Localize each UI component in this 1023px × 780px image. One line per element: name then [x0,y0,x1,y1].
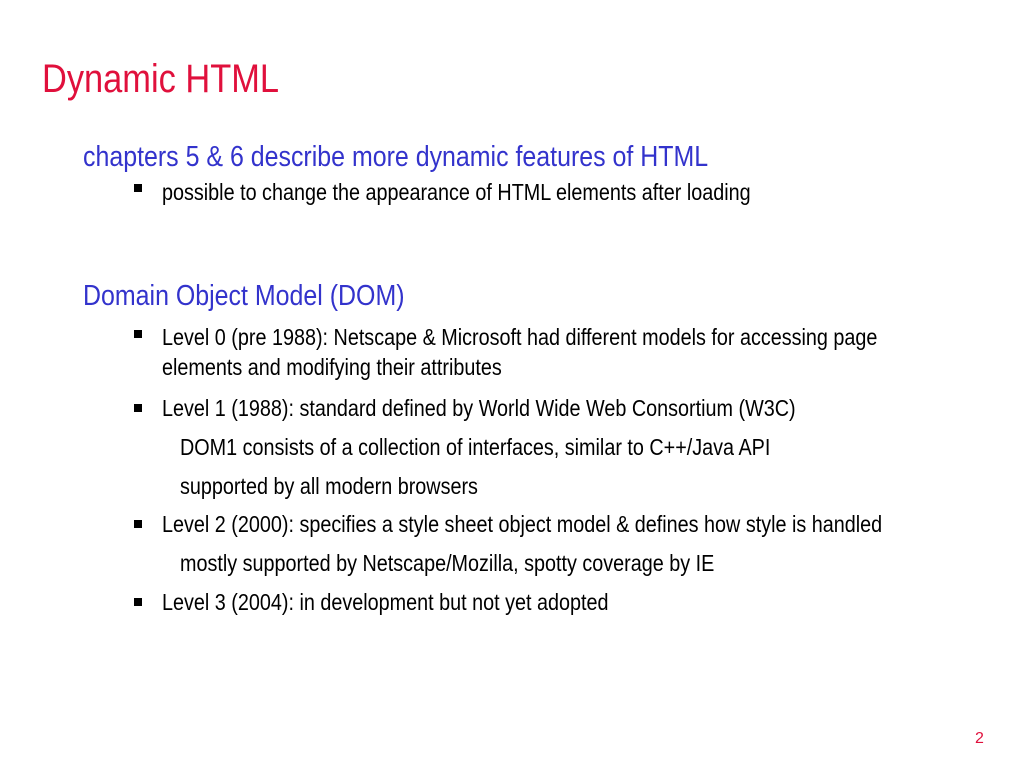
sub-text-dom1: DOM1 consists of a collection of interfaces, similar to C++/Java API [180,434,771,460]
sub-text-browser-support: supported by all modern browsers [180,473,478,499]
bullet-marker [134,598,142,606]
section-heading-chapters: chapters 5 & 6 describe more dynamic features of HTML [83,141,709,173]
slide-title: Dynamic HTML [42,57,280,101]
bullet-text-level-0-continuation: elements and modifying their attributes [162,354,502,380]
bullet-text-level-2: Level 2 (2000): specifies a style sheet object model & defines how style is handled [162,511,883,537]
sub-text-netscape-support: mostly supported by Netscape/Mozilla, spotty coverage by IE [180,550,715,576]
page-number: 2 [975,730,984,747]
bullet-marker [134,184,142,192]
bullet-text-level-3: Level 3 (2004): in development but not yet adopted [162,589,609,615]
bullet-text-appearance: possible to change the appearance of HTML elements after loading [162,179,751,205]
bullet-text-level-0: Level 0 (pre 1988): Netscape & Microsoft had different models for accessing page [162,324,878,350]
section-heading-dom: Domain Object Model (DOM) [83,280,405,312]
bullet-marker [134,330,142,338]
bullet-text-level-1: Level 1 (1988): standard defined by World Wide Web Consortium (W3C) [162,395,796,421]
bullet-marker [134,404,142,412]
bullet-marker [134,520,142,528]
